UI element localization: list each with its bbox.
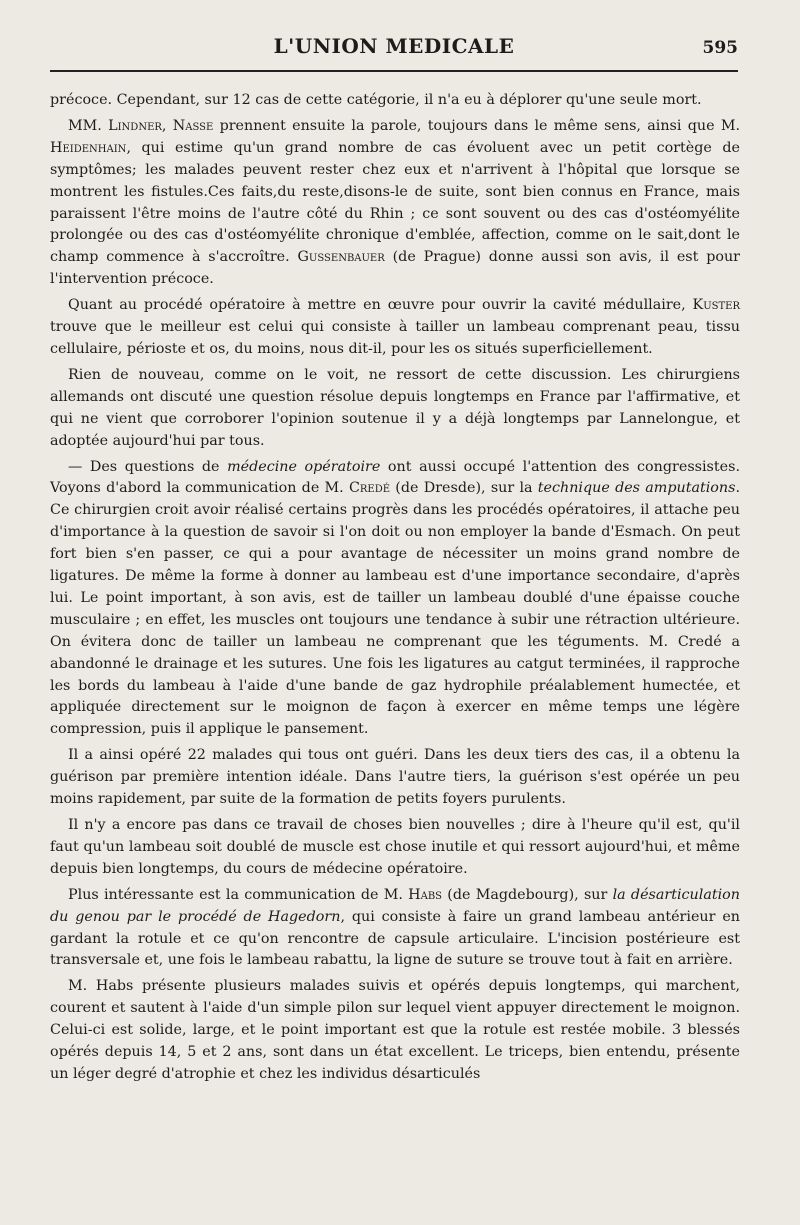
italic-text: la désarticulation du genou par le procédé de Hagedorn (50, 886, 740, 925)
text-run: précoce. Cependant, sur 12 cas de cette catégorie, il n'a eu à déplorer qu'une seule mort. (50, 92, 702, 108)
author-name: Nasse (172, 117, 214, 134)
text-run: Rien de nouveau, comme on le voit, ne ressort de cette discussion. Les chirurgiens allemands ont discuté une question résolue depuis longtemps en France par l'affirmative, et qui ne vient que corroborer l'opinion soutenue il y a déjà longtemps par Lannelongue, et adoptée aujourd'hui par tous. (50, 366, 740, 449)
author-name: Kuster (692, 297, 740, 314)
paragraph (50, 815, 740, 881)
text-run: Il n'y a encore pas dans ce travail de choses bien nouvelles ; dire à l'heure qu'il est, qu'il faut qu'un lambeau soit doublé de muscle est chose inutile et qui ressort aujourd'hui, et même depuis bien longtemps, du cours de médecine opératoire. (50, 817, 740, 877)
text-run: Quant au procédé opératoire à mettre en œuvre pour ouvrir la cavité médullaire, (68, 297, 693, 314)
paragraph (50, 365, 740, 453)
italic-text: médecine opératoire (227, 458, 381, 475)
paragraph (50, 976, 740, 1086)
paragraph (50, 885, 740, 973)
author-name: Lindner (108, 117, 162, 134)
paragraph (50, 457, 740, 742)
author-name: Credé (348, 480, 391, 497)
author-name: Heidenhain (50, 139, 127, 156)
text-run: , qui estime qu'un grand nombre de cas évoluent avec un petit cortège de symptômes; les malades peuvent rester chez eux et n'arrivent à l'hôpital que lorsque se montrent les fistules.Ces faits,du reste,disons-le de suite, sont bien connus en France, mais paraissent l'être moins de l'autre côté du Rhin ; ce sont souvent ou des cas d'ostéomyélite prolongée ou des cas d'ostéomyélite chronique d'emblée, affection, comme on le sait,dont le champ commence à s'accroître. (50, 139, 740, 266)
text-run: M. Habs présente plusieurs malades suivis et opérés depuis longtemps, qui marchent, courent et sautent à l'aide d'un simple pilon sur lequel vient appuyer directement le moignon. Celui-ci est solide, large, et le point important est que la rotule est restée mobile. 3 blessés opérés depuis 14, 5 et 2 ans, sont dans un état excellent. Le triceps, bien entendu, présente un léger degré d'atrophie et chez les individus désarticulés (50, 978, 740, 1082)
author-name: Gussenbauer (297, 249, 385, 266)
paragraph (50, 745, 740, 811)
italic-text: technique des amputations (537, 480, 736, 497)
running-header (50, 34, 738, 64)
text-run: . Ce chirurgien croit avoir réalisé certains progrès dans les procédés opératoires, il attache peu d'importance à la question de savoir si l'on doit ou non employer la bande d'Esmach. On peut fort bien s'en passer, ce qui a pour avantage de nécessiter un moins grand nombre de ligatures. De même la forme à donner au lambeau est d'une importance secondaire, d'après lui. Le point important, à son avis, est de tailler un lambeau doublé d'une épaisse couche musculaire ; en effet, les muscles ont toujours une tendance à subir une rétraction ultérieure. On évitera donc de tailler un lambeau ne comprenant que les téguments. M. Credé a abandonné le drainage et les sutures. Une fois les ligatures au catgut terminées, il rapproche les bords du lambeau à l'aide d'une bande de gaz hydrophile préalablement humectée, et appliquée directement sur le moignon de façon à exercer en même temps une légère compression, puis il applique le pansement. (50, 480, 740, 738)
article-body (50, 90, 740, 1090)
text-run: MM. (68, 117, 109, 134)
text-run: (de Dresde), sur la (390, 480, 538, 497)
paragraph (50, 295, 740, 361)
text-run: prennent ensuite la parole, toujours dans le même sens, ainsi que M. (213, 117, 740, 134)
header-rule (50, 70, 738, 72)
text-run: , qui consiste à faire un grand lambeau antérieur en gardant la rotule et ce qu'on rencontre de capsule articulaire. L'incision postérieure est transversale et, une fois le lambeau rabattu, la ligne de suture se trouve tout à fait en arrière. (50, 908, 740, 969)
text-run: (de Magdebourg), sur (442, 886, 613, 903)
text-run: trouve que le meilleur est celui qui consiste à tailler un lambeau comprenant peau, tissu cellulaire, périoste et os, du moins, nous dit-il, pour les os situés superficiellement. (50, 319, 740, 357)
paragraph (50, 116, 740, 291)
text-run: Plus intéressante est la communication de M. (68, 886, 409, 903)
author-name: Habs (408, 886, 443, 903)
paragraph (50, 90, 740, 112)
text-run: — Des questions de (68, 458, 228, 475)
text-run: ont aussi occupé l'attention des congressistes. Voyons d'abord la communication de M. (50, 458, 740, 497)
journal-title: L'UNION MEDICALE (273, 34, 515, 58)
text-run: (de Prague) donne aussi son avis, il est pour l'intervention précoce. (50, 249, 741, 288)
text-run: , (161, 117, 173, 134)
page-number: 595 (702, 38, 738, 58)
text-run: Il a ainsi opéré 22 malades qui tous ont guéri. Dans les deux tiers des cas, il a obtenu la guérison par première intention idéale. Dans l'autre tiers, la guérison s'est opérée un peu moins rapidement, par suite de la formation de petits foyers purulents. (50, 747, 740, 808)
